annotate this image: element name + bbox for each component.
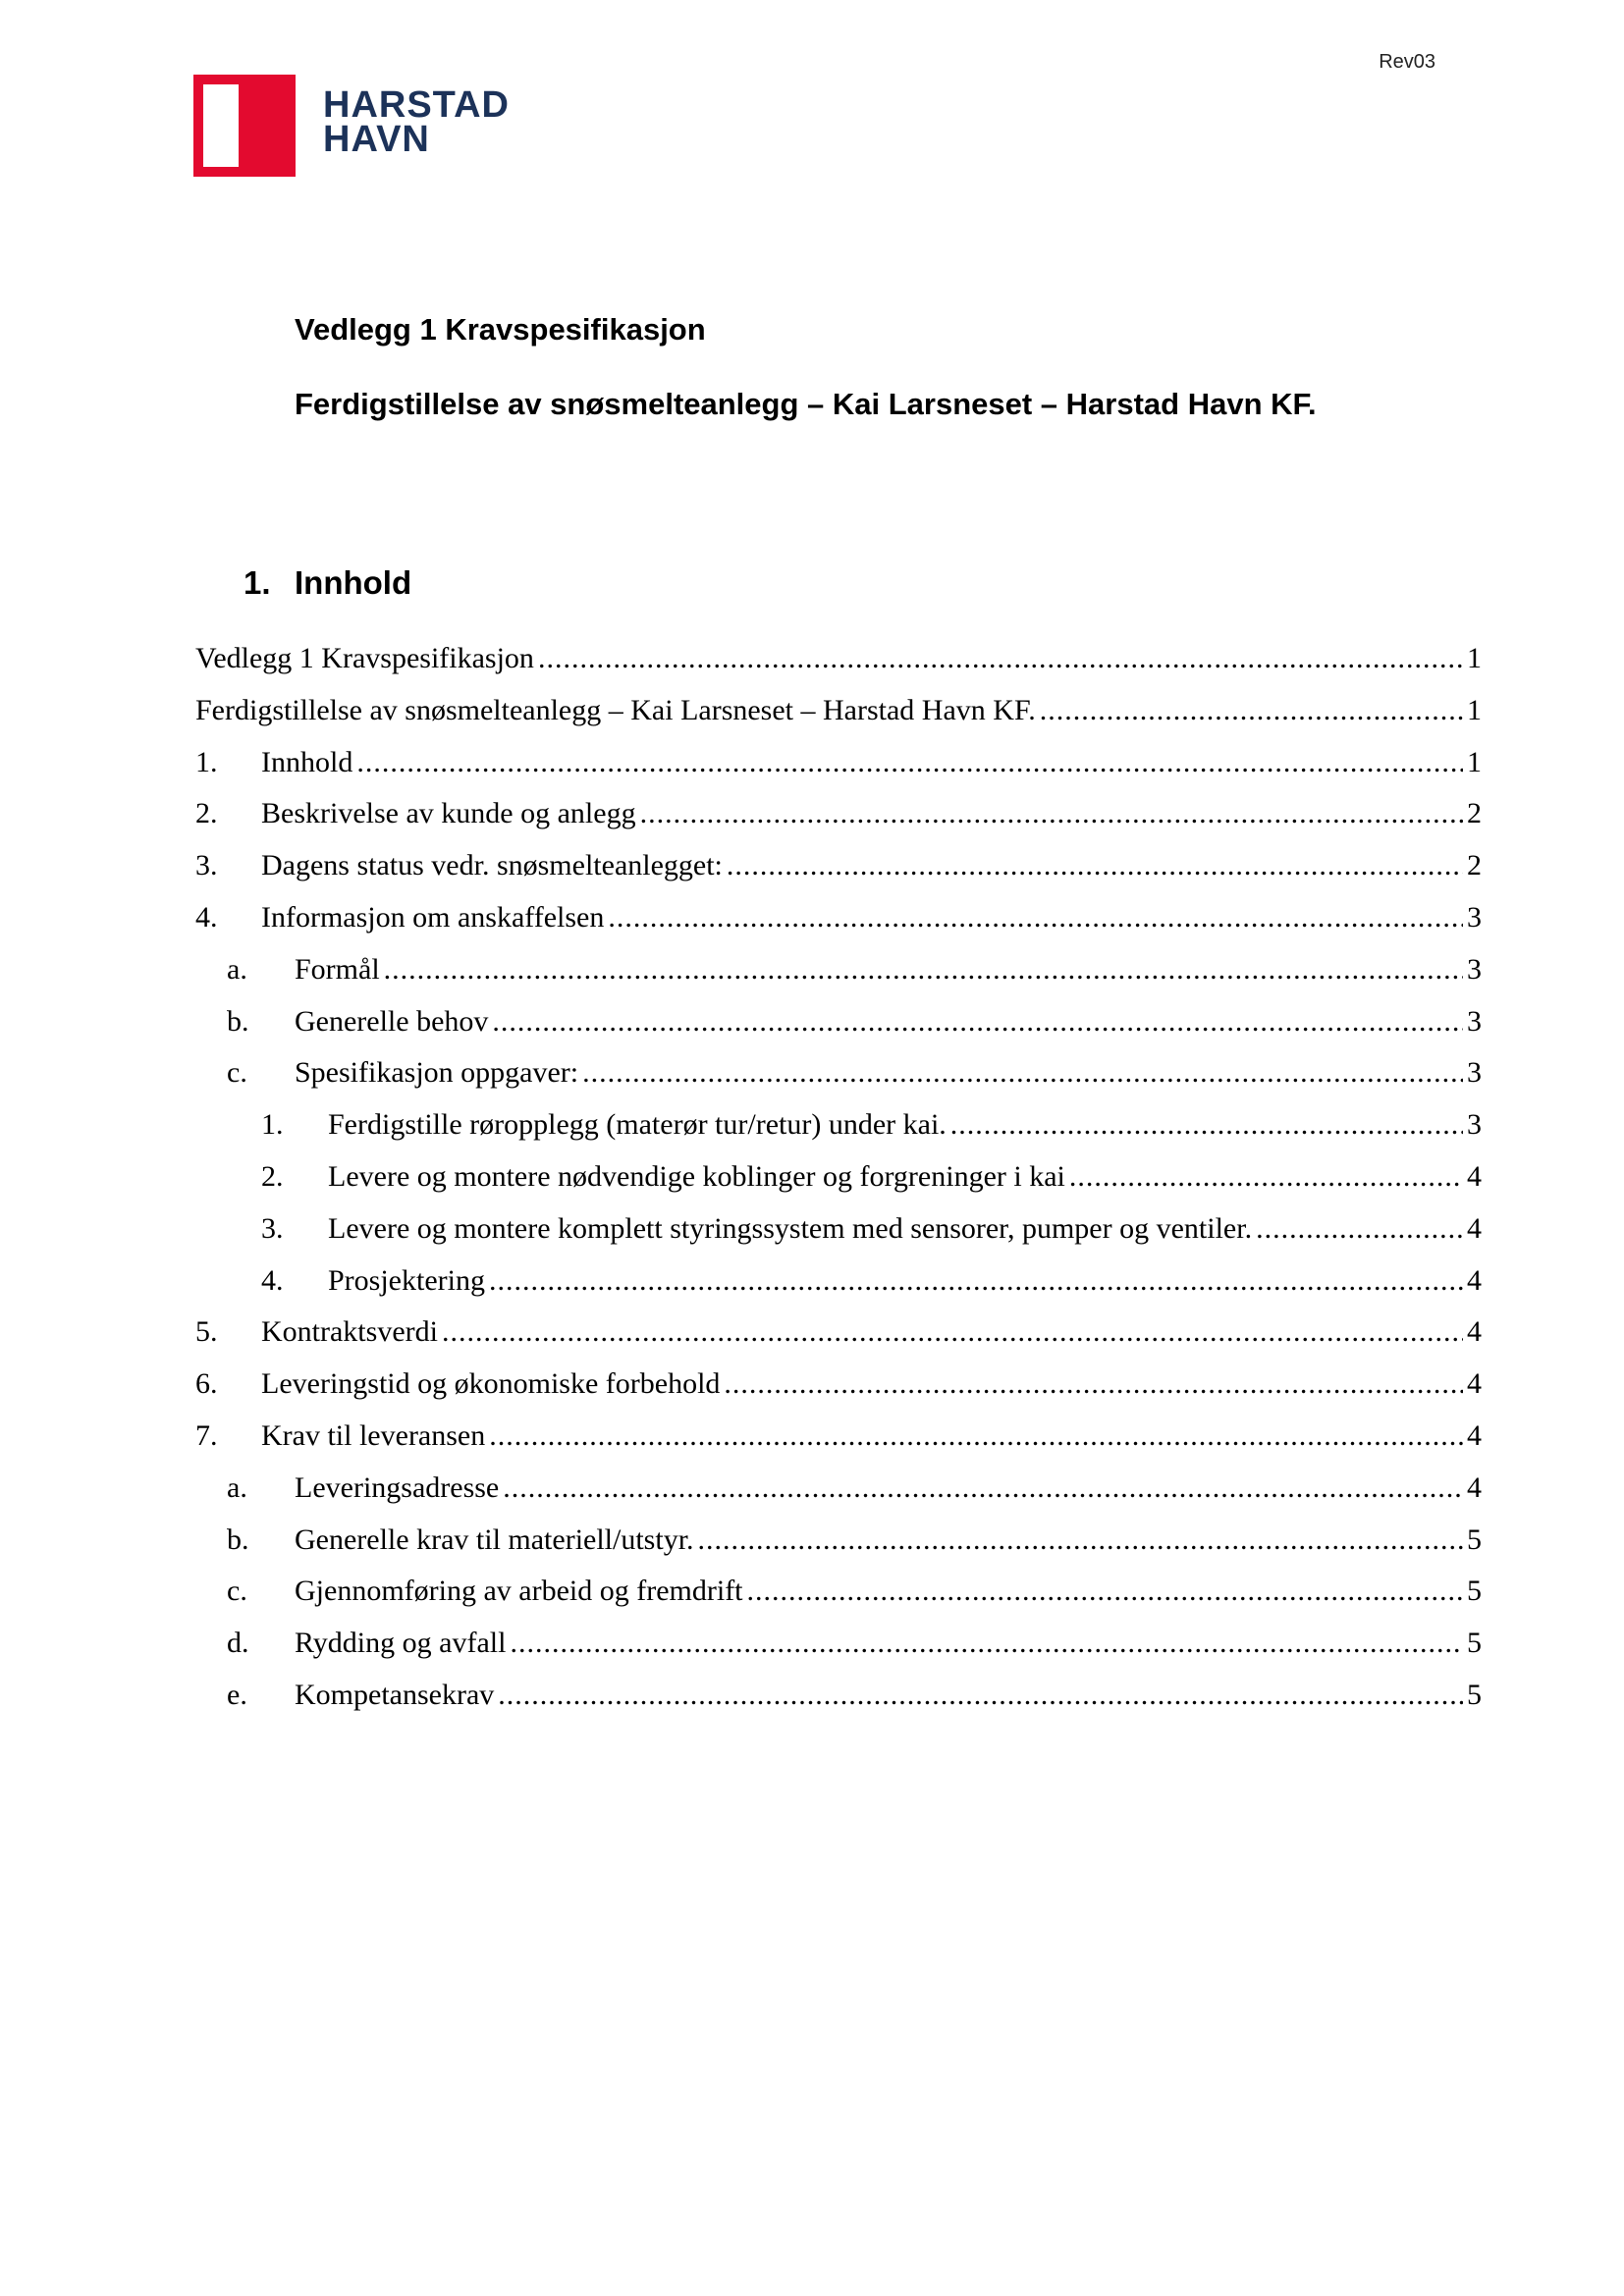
toc-entry-page: 4: [1467, 1315, 1482, 1349]
toc-entry-page: 1: [1467, 693, 1482, 726]
section-title: Innhold: [295, 564, 412, 601]
toc-entry-page: 3: [1467, 1004, 1482, 1038]
logo-mark-icon: [193, 75, 296, 177]
toc-entry-label: Kontraktsverdi: [261, 1315, 438, 1349]
toc-entry-label: Dagens status vedr. snøsmelteanlegget:: [261, 849, 723, 882]
toc-entry-number: 6.: [195, 1367, 218, 1401]
section-heading: [244, 564, 411, 602]
toc-entry-label: Kompetansekrav: [295, 1678, 495, 1711]
toc-entry-page: 5: [1467, 1522, 1482, 1556]
toc-entry-label: Informasjon om anskaffelsen: [261, 900, 605, 934]
toc-entry[interactable]: [195, 788, 1482, 840]
toc-dot-leader: [442, 1307, 1463, 1359]
toc-entry-number: e.: [227, 1678, 247, 1711]
toc-entry-label: Rydding og avfall: [295, 1627, 507, 1660]
toc-entry-label: Levere og montere nødvendige koblinger og forgreninger i kai: [328, 1159, 1065, 1193]
toc-entry-number: 5.: [195, 1315, 218, 1349]
toc-dot-leader: [384, 944, 1463, 996]
toc-entry-label: Prosjektering: [328, 1263, 485, 1297]
toc-entry-page: 3: [1467, 1108, 1482, 1142]
toc-entry-label: Generelle behov: [295, 1004, 489, 1038]
document-title: Vedlegg 1 Kravspesifikasjon: [295, 312, 706, 347]
toc-entry-number: c.: [227, 1575, 247, 1608]
toc-entry-number: 2.: [195, 797, 218, 830]
toc-entry[interactable]: [195, 737, 1482, 789]
toc-entry[interactable]: [195, 944, 1482, 996]
toc-entry[interactable]: [195, 1047, 1482, 1099]
toc-entry-number: 3.: [195, 849, 218, 882]
toc-entry-number: a.: [227, 952, 247, 986]
toc-dot-leader: [492, 996, 1463, 1048]
toc-entry-number: 1.: [195, 745, 218, 778]
toc-dot-leader: [1256, 1203, 1463, 1255]
toc-entry[interactable]: [195, 1359, 1482, 1411]
toc-entry-label: Leveringstid og økonomiske forbehold: [261, 1367, 721, 1401]
toc-dot-leader: [498, 1670, 1463, 1722]
toc-entry-label: Gjennomføring av arbeid og fremdrift: [295, 1575, 743, 1608]
toc-dot-leader: [727, 840, 1463, 892]
toc-entry-page: 2: [1467, 797, 1482, 830]
toc-dot-leader: [640, 788, 1463, 840]
toc-entry-label: Innhold: [261, 745, 353, 778]
logo-line-1: HARSTAD: [323, 84, 510, 126]
toc-entry[interactable]: [195, 1203, 1482, 1255]
toc-dot-leader: [950, 1099, 1463, 1151]
toc-entry-label: Spesifikasjon oppgaver:: [295, 1056, 579, 1090]
toc-entry-page: 4: [1467, 1211, 1482, 1245]
toc-entry-page: 4: [1467, 1470, 1482, 1504]
toc-entry-label: Krav til leveransen: [261, 1418, 486, 1452]
toc-entry-number: 4.: [195, 900, 218, 934]
toc-entry[interactable]: [195, 1255, 1482, 1308]
toc-dot-leader: [489, 1411, 1463, 1463]
toc-entry-number: a.: [227, 1470, 247, 1504]
toc-entry-page: 4: [1467, 1367, 1482, 1401]
toc-dot-leader: [698, 1515, 1463, 1567]
toc-entry-page: 4: [1467, 1418, 1482, 1452]
toc-entry[interactable]: [195, 1618, 1482, 1670]
document-subtitle: Ferdigstillelse av snøsmelteanlegg – Kai Larsneset – Harstad Havn KF.: [295, 387, 1317, 421]
toc-entry-label: Formål: [295, 952, 380, 986]
toc-entry-label: Levere og montere komplett styringssystem med sensorer, pumper og ventiler.: [328, 1211, 1253, 1245]
toc-entry[interactable]: [195, 1463, 1482, 1515]
toc-dot-leader: [503, 1463, 1463, 1515]
toc-entry-page: 1: [1467, 642, 1482, 674]
toc-entry-page: 3: [1467, 900, 1482, 934]
toc-entry-number: d.: [227, 1627, 249, 1660]
logo-wordmark: [323, 84, 510, 160]
table-of-contents: [195, 633, 1482, 1722]
toc-entry-label: Ferdigstille røropplegg (materør tur/retur) under kai.: [328, 1108, 947, 1142]
toc-entry-number: 7.: [195, 1418, 218, 1452]
harstad-havn-logo: [193, 75, 557, 177]
toc-entry-label: Generelle krav til materiell/utstyr.: [295, 1522, 694, 1556]
toc-entry[interactable]: [195, 633, 1482, 685]
toc-entry-page: 2: [1467, 849, 1482, 882]
toc-entry-number: 3.: [261, 1211, 284, 1245]
toc-dot-leader: [356, 737, 1463, 789]
toc-entry[interactable]: [195, 1515, 1482, 1567]
toc-entry[interactable]: [195, 840, 1482, 892]
toc-entry-number: 4.: [261, 1263, 284, 1297]
logo-line-2: HAVN: [323, 119, 430, 160]
toc-entry-page: 3: [1467, 1056, 1482, 1090]
section-number: 1.: [244, 564, 271, 601]
toc-entry[interactable]: [195, 1099, 1482, 1151]
toc-dot-leader: [582, 1047, 1463, 1099]
toc-entry[interactable]: [195, 1151, 1482, 1203]
toc-entry-label: Vedlegg 1 Kravspesifikasjon: [195, 642, 534, 674]
toc-entry-number: 2.: [261, 1159, 284, 1193]
toc-entry[interactable]: [195, 1411, 1482, 1463]
toc-entry-page: 5: [1467, 1627, 1482, 1660]
toc-entry[interactable]: [195, 892, 1482, 944]
toc-entry-number: b.: [227, 1004, 249, 1038]
toc-dot-leader: [724, 1359, 1463, 1411]
toc-entry[interactable]: [195, 996, 1482, 1048]
revision-label: Rev03: [1379, 51, 1435, 73]
toc-entry[interactable]: [195, 685, 1482, 737]
toc-dot-leader: [608, 892, 1463, 944]
toc-entry-page: 5: [1467, 1575, 1482, 1608]
toc-entry-number: c.: [227, 1056, 247, 1090]
toc-entry-number: 1.: [261, 1108, 284, 1142]
toc-entry-page: 4: [1467, 1159, 1482, 1193]
toc-dot-leader: [747, 1566, 1463, 1618]
toc-dot-leader: [538, 633, 1463, 685]
toc-dot-leader: [1069, 1151, 1463, 1203]
toc-entry-page: 3: [1467, 952, 1482, 986]
toc-entry-label: Ferdigstillelse av snøsmelteanlegg – Kai Larsneset – Harstad Havn KF.: [195, 693, 1036, 726]
toc-entry[interactable]: [195, 1307, 1482, 1359]
toc-entry-page: 4: [1467, 1263, 1482, 1297]
toc-entry-page: 1: [1467, 745, 1482, 778]
toc-entry-label: Leveringsadresse: [295, 1470, 500, 1504]
toc-entry[interactable]: [195, 1566, 1482, 1618]
toc-entry-number: b.: [227, 1522, 249, 1556]
toc-entry-page: 5: [1467, 1678, 1482, 1711]
toc-dot-leader: [489, 1255, 1463, 1308]
toc-dot-leader: [1040, 685, 1463, 737]
toc-entry[interactable]: [195, 1670, 1482, 1722]
toc-entry-label: Beskrivelse av kunde og anlegg: [261, 797, 636, 830]
toc-dot-leader: [510, 1618, 1463, 1670]
